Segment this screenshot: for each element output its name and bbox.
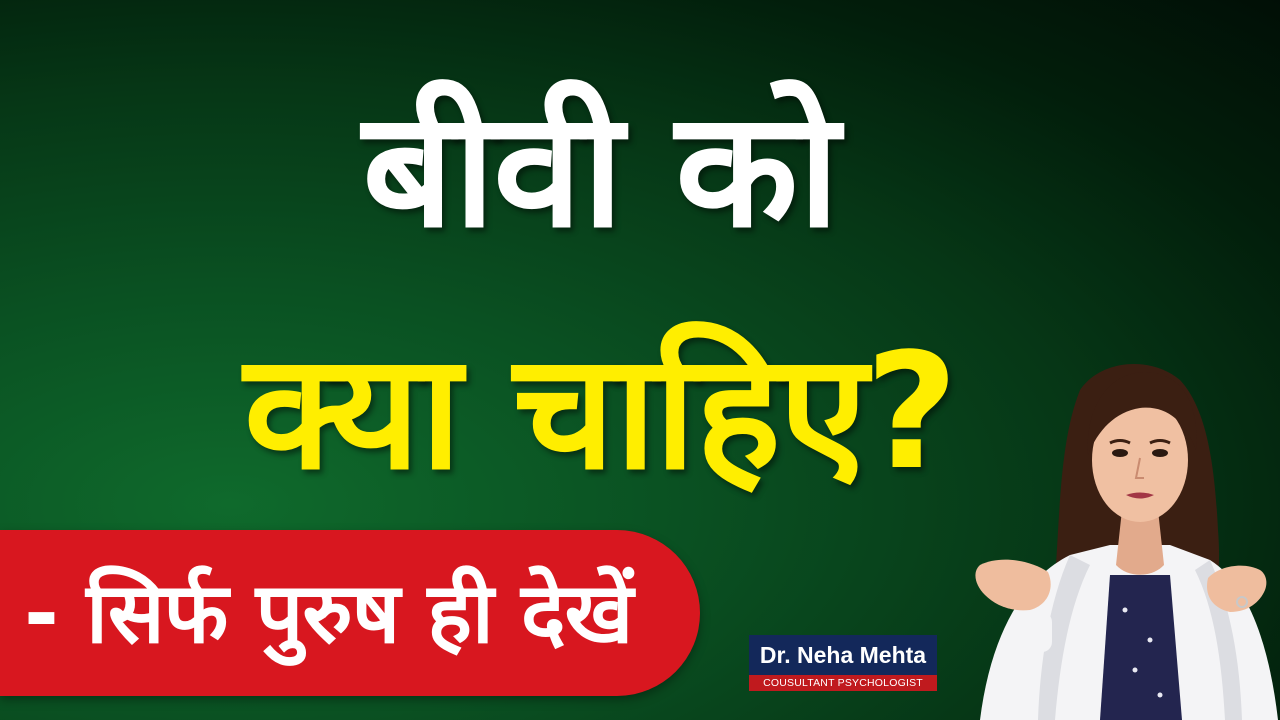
presenter-name: Dr. Neha Mehta: [749, 635, 937, 675]
name-plate: [749, 635, 937, 691]
audience-banner-text: - सिर्फ पुरुष ही देखें: [24, 564, 633, 662]
left-hand: [975, 560, 1050, 611]
title-line-1: बीवी को: [362, 76, 838, 263]
title-line-2: क्या चाहिए?: [243, 318, 957, 505]
right-hand: [1207, 566, 1266, 612]
dress-top: [1100, 575, 1182, 720]
presenter-role: COUSULTANT PSYCHOLOGIST: [749, 675, 937, 691]
audience-banner: [0, 530, 700, 696]
presenter-photo: [960, 350, 1280, 720]
